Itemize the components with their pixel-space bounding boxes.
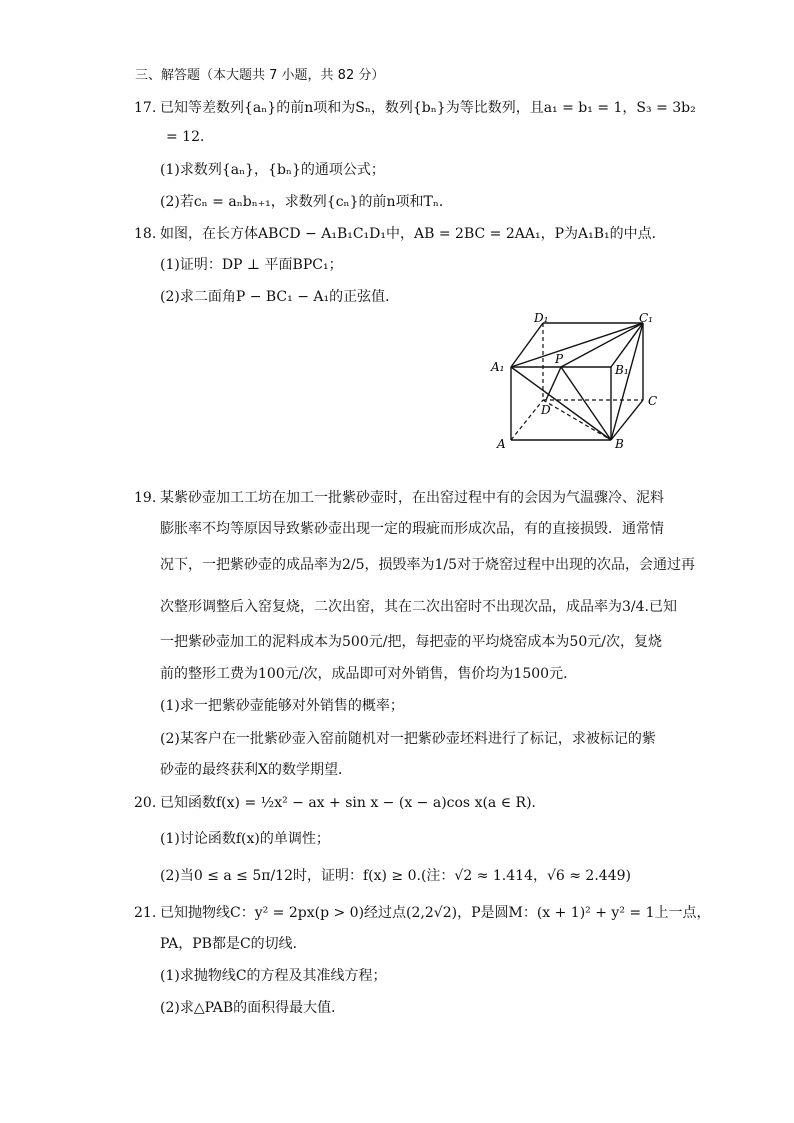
label-C: C — [648, 394, 658, 408]
q18-number: 18. — [134, 226, 157, 242]
q19-part-2b: 砂壶的最终获利X的数学期望． — [160, 762, 352, 778]
label-D: D — [541, 403, 551, 417]
q17-part-1: (1)求数列{aₙ}，{bₙ}的通项公式； — [160, 162, 385, 178]
q19-line-1: 某紫砂壶加工工坊在加工一批紫砂壶时，在出窑过程中有的会因为气温骤冷、泥料 — [160, 490, 664, 506]
section-header: 三、解答题（本大题共 7 小题，共 82 分） — [135, 68, 385, 83]
q20-part-1: (1)讨论函数f(x)的单调性； — [160, 831, 330, 847]
q19-line-5: 一把紫砂壶加工的泥料成本为500元/把，每把壶的平均烧窑成本为50元/次，复烧 — [160, 634, 662, 650]
q17-line-1: 已知等差数列{aₙ}的前n项和为Sₙ，数列{bₙ}为等比数列，且a₁ = b₁ = 1，S₃ = 3b₂ — [160, 100, 696, 116]
q18-part-1: (1)证明：DP ⊥ 平面BPC₁； — [160, 257, 343, 273]
cuboid-figure — [488, 312, 668, 452]
q19-line-3: 况下，一把紫砂壶的成品率为2/5，损毁率为1/5对于烧窑过程中出现的次品，会通过再 — [160, 557, 696, 573]
q19-line-4: 次整形调整后入窑复烧，二次出窑，其在二次出窑时不出现次品，成品率为3/4.已知 — [160, 599, 677, 615]
label-A1: A₁ — [491, 360, 505, 374]
q17-part-2: (2)若cₙ = aₙbₙ₊₁，求数列{cₙ}的前n项和Tₙ． — [160, 194, 453, 210]
q20-number: 20. — [134, 795, 157, 811]
q19-line-6: 前的整形工费为100元/次，成品即可对外销售，售价均为1500元． — [160, 666, 578, 682]
label-A: A — [497, 437, 506, 451]
label-P: P — [555, 352, 564, 366]
q21-part-1: (1)求抛物线C的方程及其准线方程； — [160, 968, 387, 984]
q19-part-2a: (2)某客户在一批紫砂壶入窑前随机对一把紫砂壶坯料进行了标记，求被标记的紫 — [160, 731, 656, 747]
q20-line-1: 已知函数f(x) = ½x² − ax + sin x − (x − a)cos x(a ∈ R)． — [160, 795, 546, 811]
q21-line-2: PA，PB都是C的切线． — [160, 936, 307, 952]
q18-line-1: 如图，在长方体ABCD − A₁B₁C₁D₁中，AB = 2BC = 2AA₁，P为A₁B₁的中点． — [160, 226, 666, 242]
q21-line-1: 已知抛物线C：y² = 2px(p > 0)经过点(2,2√2)，P是圆M：(x + 1)² + y² = 1上一点， — [160, 905, 711, 921]
q19-part-1: (1)求一把紫砂壶能够对外销售的概率； — [160, 698, 404, 714]
q17-number: 17. — [134, 100, 157, 116]
q21-part-2: (2)求△PAB的面积得最大值． — [160, 1000, 346, 1016]
label-B1: B₁ — [615, 363, 629, 377]
label-B: B — [615, 437, 624, 451]
q20-part-2: (2)当0 ≤ a ≤ 5π/12时，证明：f(x) ≥ 0.(注：√2 ≈ 1.414，√6 ≈ 2.449) — [160, 868, 631, 884]
q19-line-2: 膨胀率不均等原因导致紫砂壶出现一定的瑕疵而形成次品，有的直接损毁．通常情 — [160, 521, 664, 537]
label-C1: C₁ — [639, 312, 653, 325]
q17-line-2: = 12． — [166, 129, 214, 145]
q18-part-2: (2)求二面角P − BC₁ − A₁的正弦值． — [160, 289, 400, 305]
q19-number: 19. — [134, 490, 157, 506]
q21-number: 21. — [134, 905, 157, 921]
label-D1: D₁ — [534, 312, 549, 325]
